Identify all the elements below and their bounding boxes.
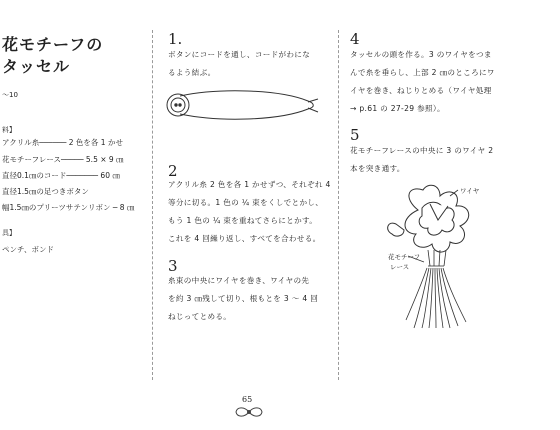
step-3-line: を約 3 ㎝残して切り、根もとを 3 ～ 4 回: [168, 294, 319, 303]
column-divider: [338, 30, 339, 380]
step-5-text: [350, 142, 493, 178]
step-4-line: イヤを巻き、ねじりとめる（ワイヤ処理: [350, 86, 492, 95]
step-4-number: 4: [350, 30, 360, 48]
page-title-line1: 花モチーフの: [2, 35, 104, 54]
button-cord-illustration: [158, 85, 338, 130]
step-1-text: [168, 46, 310, 82]
tools-list: ペンチ、ボンド: [2, 245, 54, 254]
step-2-line: これを 4 回繰り返し、すべてを合わせる。: [168, 234, 321, 243]
lace-label-line2: レース: [390, 263, 410, 271]
step-5-line: 花モチーフレースの中央に 3 のワイヤ 2: [350, 146, 494, 155]
page-title-line2: タッセル: [2, 57, 71, 76]
wire-label: ワイヤ: [460, 187, 480, 195]
step-1-line: ボタンにコードを通し、コードがわにな: [168, 50, 311, 59]
step-1-line: るよう結ぶ。: [168, 68, 216, 77]
step-1-number: 1.: [168, 30, 183, 48]
tools-header: 具】: [2, 229, 16, 237]
step-3-line: ねじってとめる。: [168, 312, 232, 321]
left-column: [0, 0, 148, 430]
material-item: 花モチーフレース───── 5.5 × 9 ㎝: [2, 155, 124, 164]
step-4-line: んで糸を垂らし、上部 2 ㎝のところにワ: [350, 68, 495, 77]
column-divider: [152, 30, 153, 380]
material-item: 直径1.5㎝の足つきボタン: [2, 187, 89, 196]
materials-header: 料】: [2, 126, 16, 134]
step-4-text: [350, 46, 495, 118]
material-item: 直径0.1㎝のコード─────── 60 ㎝: [2, 171, 120, 180]
step-5-number: 5: [350, 126, 360, 144]
size-note: ～10: [2, 91, 18, 99]
page-number: 65: [242, 395, 253, 404]
step-3-text: [168, 272, 318, 326]
material-item: 幅1.5㎝のプリーツサテンリボン ─ 8 ㎝: [2, 203, 135, 212]
step-2-line: 等分に切る。1 色の ¼ 束をくしでとかし、: [168, 198, 324, 207]
step-3-line: 糸束の中央にワイヤを巻き、ワイヤの先: [168, 276, 310, 285]
material-item: アクリル糸────── 2 色を各 1 かせ: [2, 138, 123, 147]
lace-label-line1: 花モチーフ: [388, 253, 421, 261]
step-4-line: タッセルの頭を作る。3 のワイヤをつま: [350, 50, 492, 59]
step-5-line: 本を突き通す。: [350, 164, 405, 173]
step-2-line: アクリル糸 2 色を各 1 かせずつ、それぞれ 4: [168, 180, 331, 189]
step-2-line: もう 1 色の ¼ 束を重ねてさらにとかす。: [168, 216, 318, 225]
step-2-text: [168, 176, 331, 248]
ornament-icon: [232, 405, 266, 419]
step-2-number: 2: [168, 162, 178, 180]
step-4-line: → p.61 の 27-29 参照）。: [350, 104, 445, 113]
step-3-number: 3: [168, 257, 178, 275]
